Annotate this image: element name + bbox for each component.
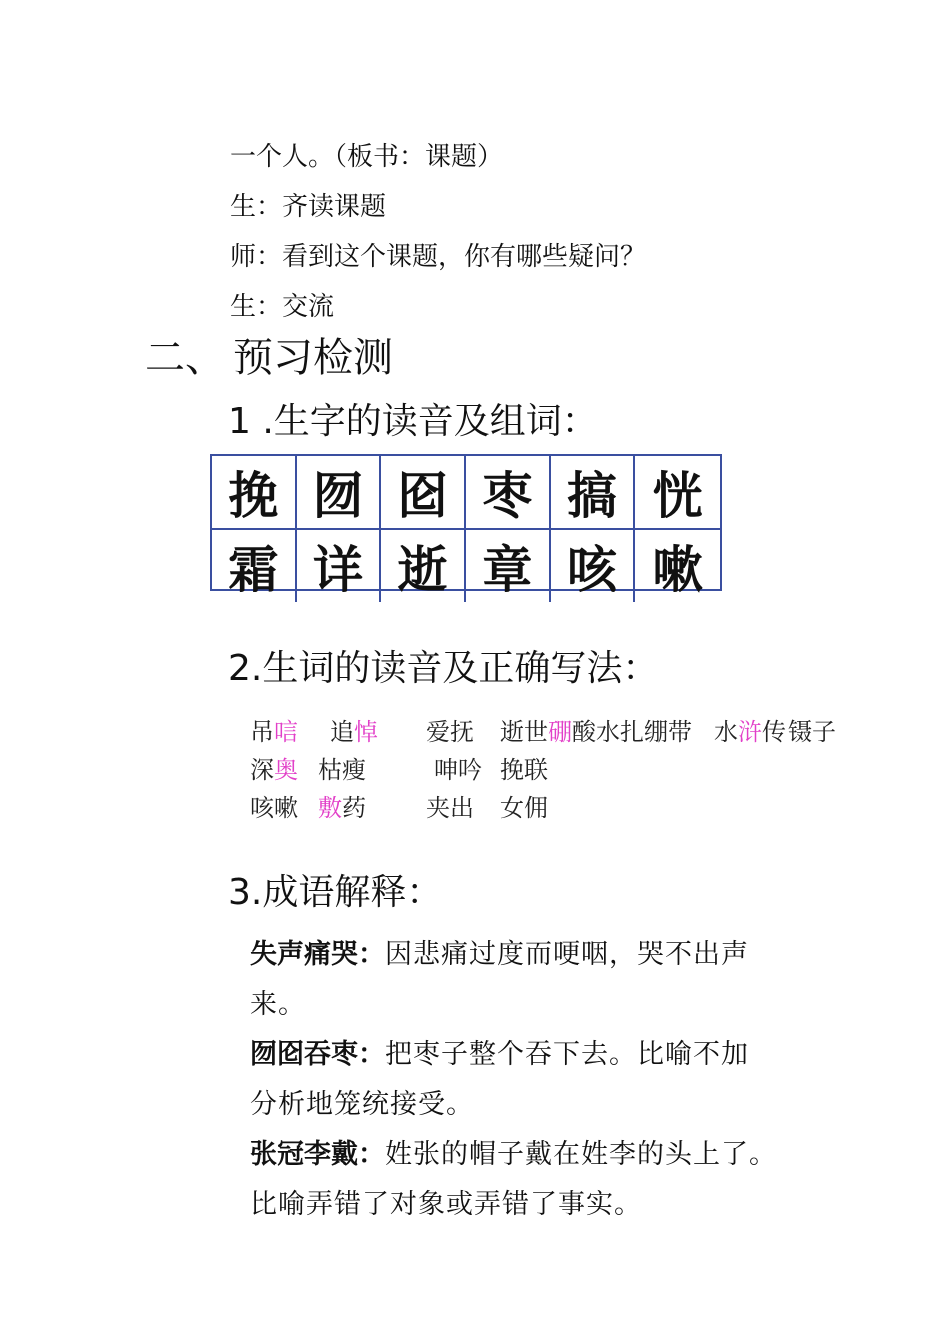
- idiom-1-line-2: 来。: [250, 989, 306, 1020]
- vocab-word: 敷药: [318, 794, 366, 822]
- grid-cell: 挽: [212, 456, 297, 530]
- vocab-word: 女佣: [500, 794, 548, 822]
- dialogue-line-4: 生：交流: [230, 292, 335, 322]
- idiom-term: 失声痛哭：: [250, 939, 385, 970]
- vocab-word: 咳嗽: [250, 794, 298, 822]
- dialogue-line-2: 生：齐读课题: [230, 192, 387, 222]
- subsection-characters-text: 1 .生字的读音及组词：: [228, 401, 598, 442]
- vocab-word: 镊子: [788, 718, 836, 746]
- idiom-3-line-2: 比喻弄错了对象或弄错了事实。: [250, 1189, 642, 1220]
- subsection-idioms-text: 3.成语解释：: [228, 872, 443, 913]
- subsection-words-text: 2.生词的读音及正确写法：: [228, 648, 659, 689]
- vocab-word: 追悼: [330, 718, 378, 746]
- grid-cell: 嗽: [652, 540, 703, 599]
- idiom-term: 囫囵吞枣：: [250, 1039, 385, 1070]
- vocab-word: 深奥: [250, 756, 298, 784]
- vocab-word: 爱抚: [426, 718, 474, 746]
- vocab-word: 逝世硼酸水: [500, 718, 620, 746]
- grid-cell: 逝: [381, 530, 466, 602]
- vocab-word: 呻吟: [434, 756, 482, 784]
- grid-cell: 霜: [212, 530, 297, 602]
- subsection-idioms-heading: [228, 864, 442, 915]
- section-number: 二、: [145, 335, 225, 381]
- idiom-2-line-1: [250, 1032, 749, 1071]
- vocab-word: 吊唁: [250, 718, 298, 746]
- grid-cell: 搞: [551, 456, 636, 530]
- grid-cell: 囫: [297, 456, 382, 530]
- idiom-definition: 把枣子整个吞下去。比喻不加: [385, 1039, 749, 1070]
- dialogue-line-3: 师：看到这个课题，你有哪些疑问？: [230, 242, 647, 272]
- subsection-characters-heading: [228, 393, 598, 444]
- section-title: 预习检测: [233, 335, 393, 381]
- vocab-word: 水浒传: [714, 718, 786, 746]
- section-heading: [145, 326, 393, 383]
- idiom-1-line-1: [250, 932, 749, 971]
- grid-cell: 章: [466, 530, 551, 602]
- vocab-word: 枯瘦: [318, 756, 366, 784]
- grid-cell: 详: [297, 530, 382, 602]
- dialogue-line-1: 一个人。（板书：课题）: [230, 142, 504, 172]
- vocab-word: 挽联: [500, 756, 548, 784]
- idiom-term: 张冠李戴：: [250, 1139, 385, 1170]
- subsection-words-heading: [228, 640, 658, 691]
- grid-cell: 恍: [635, 456, 720, 530]
- idiom-3-line-1: [250, 1132, 777, 1171]
- idiom-definition: 因悲痛过度而哽咽，哭不出声: [385, 939, 749, 970]
- vocab-word: 夹出: [426, 794, 474, 822]
- grid-cell: 咳: [551, 530, 636, 602]
- grid-cell: 囵: [381, 456, 466, 530]
- idiom-definition: 姓张的帽子戴在姓李的头上了。: [385, 1139, 777, 1170]
- vocab-word: 扎绷带: [620, 718, 692, 746]
- grid-cell: 枣: [466, 456, 551, 530]
- idiom-2-line-2: 分析地笼统接受。: [250, 1089, 474, 1120]
- character-grid: [210, 454, 722, 599]
